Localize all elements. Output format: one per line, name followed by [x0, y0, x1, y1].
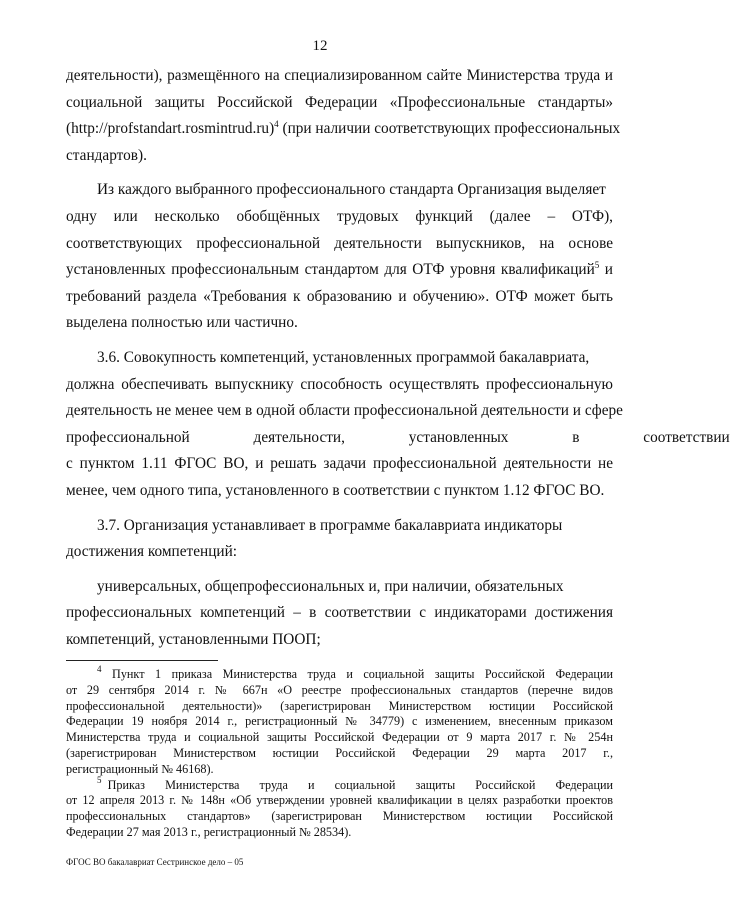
text-line: (http://profstandart.rosmintrud.ru)$^4$ (при наличии соответствующих профессиональных [66, 119, 621, 138]
text-line: одну или несколько обобщённых трудовых функций (далее – ОТФ), [66, 207, 613, 225]
text-line: профессиональных компетенций – в соответствии с индикаторами достижения [66, 604, 613, 622]
text-line: стандартов). [66, 146, 147, 164]
footnote-line: профессиональной деятельности)» (зарегистрирован Министерством юстиции Российской [66, 698, 613, 713]
text-line: компетенций, установленными ПООП; [66, 630, 321, 648]
footnote-line: Министерства труда и социальной защиты Российской Федерации от 9 марта 2017 г. № 254н [66, 730, 613, 745]
page-number: 12 [312, 38, 328, 54]
paragraph-start: 3.7. Организация устанавливает в программе бакалавриата индикаторы [97, 516, 563, 534]
text-line: установленных профессиональным стандартом для ОТФ уровня квалификаций$^5$ и [66, 260, 613, 279]
footnote-line: $^5$ Приказ Министерства труда и социальной защиты Российской Федерации [97, 774, 614, 792]
text-line: менее, чем одного типа, установленного в соответствии с пунктом 1.12 ФГОС ВО. [66, 481, 605, 499]
footnote-line: профессиональных стандартов» (зарегистрирован Министерством юстиции Российской [66, 809, 613, 824]
text-line: социальной защиты Российской Федерации «Профессиональные стандарты» [66, 93, 613, 111]
paragraph-start: универсальных, общепрофессиональных и, при наличии, обязательных [97, 577, 564, 595]
text-line: профессиональной деятельности, установленных в соответствии [66, 428, 730, 446]
footnote-line: от 29 сентября 2014 г. № 667н «О реестре профессиональных стандартов (перечне видов [66, 682, 613, 697]
footnote-marker-5: 5 [97, 774, 102, 785]
footer-note: ФГОС ВО бакалавриат Сестринское дело – 05 [66, 857, 244, 867]
footnote-line: (зарегистрирован Министерством юстиции Российской Федерации 29 марта 2017 г., [66, 745, 613, 760]
text-line: выделена полностью или частично. [66, 314, 298, 332]
paragraph-start: Из каждого выбранного профессионального стандарта Организация выделяет [97, 181, 606, 199]
footnote-line: регистрационный № 46168). [66, 761, 214, 776]
footnote-marker-4: 4 [97, 664, 102, 674]
footnote-ref-4[interactable]: 4 [274, 119, 279, 130]
text-line: деятельности), размещённого на специализированном сайте Министерства труда и [66, 67, 613, 84]
footnote-line: Федерации 19 ноября 2014 г., регистрационный № 34779) с изменением, внесенным приказом [66, 714, 613, 729]
footnote-separator [66, 660, 218, 661]
footnote-line: $^4$ Пункт 1 приказа Министерства труда и социальной защиты Российской Федерации [97, 664, 614, 681]
text-line: с пунктом 1.11 ФГОС ВО, и решать задачи профессиональной деятельности не [66, 455, 613, 473]
text-line: достижения компетенций: [66, 543, 237, 561]
text-line: должна обеспечивать выпускнику способность осуществлять профессиональную [66, 375, 613, 393]
text-line: требований раздела «Требования к образованию и обучению». ОТФ может быть [66, 287, 613, 305]
text-line: соответствующих профессиональной деятельности выпускников, на основе [66, 234, 613, 252]
body-text [66, 63, 730, 653]
footnote-line: от 12 апреля 2013 г. № 148н «Об утверждении уровней квалификации в целях разработки проектов [66, 793, 613, 808]
footnotes [66, 664, 614, 841]
footnote-ref-5[interactable]: 5 [594, 260, 600, 271]
text-line: деятельность не менее чем в одной области профессиональной деятельности и сфере [66, 402, 623, 420]
paragraph-start: 3.6. Совокупность компетенций, установленных программой бакалавриата, [97, 348, 590, 366]
footnote-line: Федерации 27 мая 2013 г., регистрационный № 28534). [66, 824, 352, 839]
